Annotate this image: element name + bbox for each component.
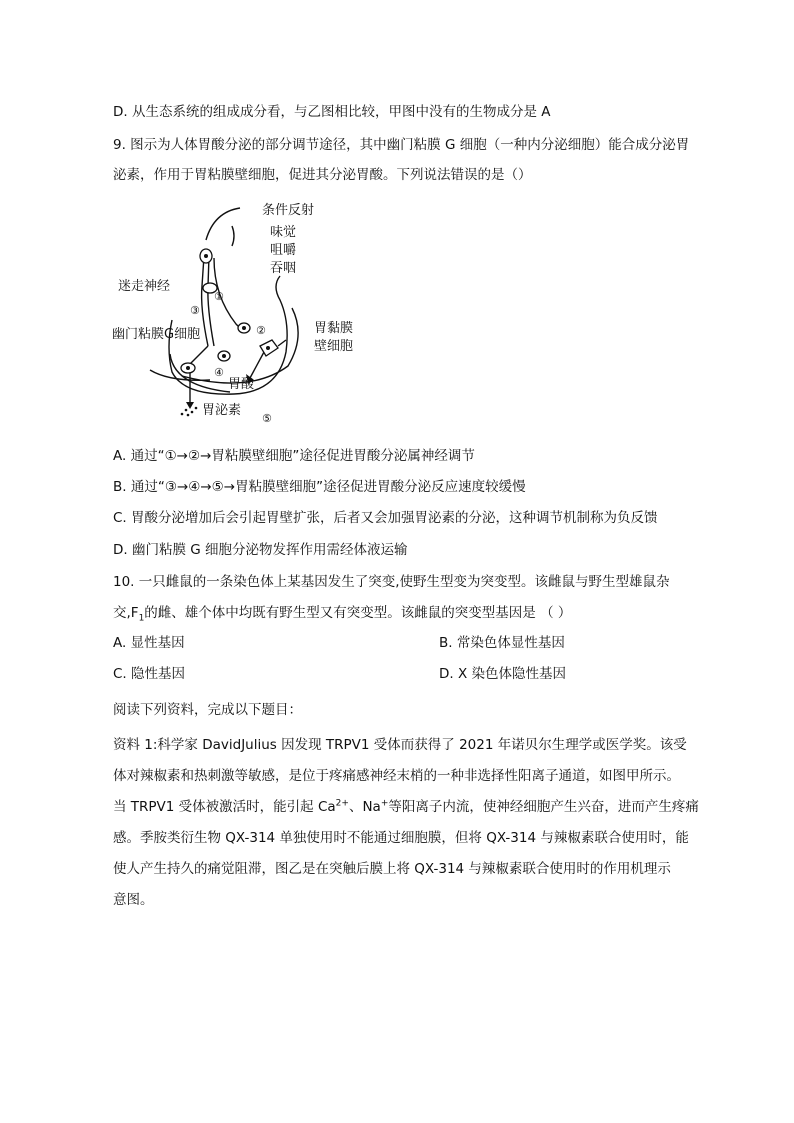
reading-para-line1: 资料 1:科学家 DavidJulius 因发现 TRPV1 受体而获得了 2021 年诺贝尔生理学或医学奖。该受 — [113, 737, 687, 753]
reflex-arc-mark — [232, 226, 234, 246]
marker-3: ③ — [190, 304, 200, 317]
reading-intro: 阅读下列资料，完成以下题目： — [113, 702, 302, 718]
vagus-trunk-left — [202, 256, 208, 346]
reading-line3-b: 、Na — [348, 799, 381, 815]
q10-option-a: A. 显性基因 — [113, 635, 185, 651]
gastrin-dot — [181, 413, 184, 416]
label-g-cell: 幽门粘膜G细胞 — [112, 327, 201, 342]
gastrin-dot — [187, 414, 190, 417]
q10-subscript: 1 — [138, 613, 145, 624]
g-cell-nucleus — [186, 366, 190, 370]
parietal-nucleus — [266, 346, 270, 350]
gastrin-arrowhead — [186, 402, 194, 409]
q10-stem-line2 — [113, 603, 571, 623]
label-parietal-1: 胃黏膜 — [314, 321, 354, 336]
gastrin-dot — [185, 409, 188, 412]
q8-option-d: D. 从生态系统的组成成分看，与乙图相比较，甲图中没有的生物成分是 A — [113, 104, 551, 120]
label-chew: 咀嚼 — [270, 243, 297, 258]
q9-stem-line2: 泌素，作用于胃粘膜壁细胞，促进其分泌胃酸。下列说法错误的是（） — [113, 167, 532, 183]
diagram-svg — [110, 196, 370, 428]
q9-stem-line1: 9. 图示为人体胃酸分泌的部分调节途径，其中幽门粘膜 G 细胞（一种内分泌细胞）能合成分泌胃 — [113, 137, 690, 153]
neuron-2-nucleus — [242, 326, 246, 330]
q9-option-d: D. 幽门粘膜 G 细胞分泌物发挥作用需经体液运输 — [113, 542, 408, 558]
reading-para-line3 — [113, 797, 699, 817]
q9-option-b: B. 通过“③→④→⑤→胃粘膜壁细胞”途径促进胃酸分泌反应速度较缓慢 — [113, 479, 526, 495]
q10-option-d: D. X 染色体隐性基因 — [439, 666, 567, 682]
label-gastrin: 胃泌素 — [202, 403, 242, 418]
label-parietal-2: 壁细胞 — [314, 339, 354, 354]
q10-option-b: B. 常染色体显性基因 — [439, 635, 565, 651]
q10-option-c: C. 隐性基因 — [113, 666, 186, 682]
reading-line3-a: 当 TRPV1 受体被激活时，能引起 Ca — [113, 799, 336, 815]
q10-stem-line2-b: 的雌、雄个体中均既有野生型又有突变型。该雌鼠的突变型基因是 （ ） — [144, 605, 572, 621]
marker-5: ⑤ — [262, 412, 272, 425]
acid-release-arrow — [250, 352, 264, 378]
marker-4: ④ — [214, 366, 224, 379]
gastrin-dot — [195, 407, 198, 410]
gastrin-dot — [191, 411, 194, 414]
label-swallow: 吞咽 — [270, 261, 297, 276]
reading-para-line6: 意图。 — [113, 892, 154, 908]
reflex-nerve-line — [206, 208, 240, 240]
gastric-acid-regulation-diagram — [110, 196, 370, 428]
central-neuron-nucleus — [204, 254, 208, 258]
marker-1: ① — [214, 290, 224, 303]
parietal-pointer — [278, 340, 286, 346]
na-superscript: + — [380, 798, 389, 809]
label-taste: 味觉 — [270, 225, 297, 240]
marker-2: ② — [256, 324, 266, 337]
reading-para-line2: 体对辣椒素和热刺激等敏感，是位于疼痛感神经末梢的一种非选择性阳离子通道，如图甲所示。 — [113, 768, 680, 784]
label-acid: 胃酸 — [228, 377, 255, 392]
label-vagus: 迷走神经 — [118, 279, 171, 294]
reading-para-line4: 感。季胺类衍生物 QX-314 单独使用时不能通过细胞膜，但将 QX-314 与辣椒素联合使用时，能 — [113, 830, 689, 846]
q9-option-c: C. 胃酸分泌增加后会引起胃壁扩张，后者又会加强胃泌素的分泌，这种调节机制称为负反馈 — [113, 510, 658, 526]
q10-stem-line1: 10. 一只雌鼠的一条染色体上某基因发生了突变,使野生型变为突变型。该雌鼠与野生型雄鼠杂 — [113, 574, 670, 590]
stomach-lower-lip — [150, 370, 210, 380]
q10-stem-line2-a: 交,F — [113, 605, 139, 621]
reading-para-line5: 使人产生持久的痛觉阻滞，图乙是在突触后膜上将 QX-314 与辣椒素联合使用时的作用机理示 — [113, 861, 671, 877]
ca-superscript: 2+ — [335, 798, 349, 809]
circulation-line — [182, 308, 298, 383]
q9-option-a: A. 通过“①→②→胃粘膜壁细胞”途径促进胃酸分泌属神经调节 — [113, 448, 475, 464]
neuron-4-nucleus — [222, 354, 226, 358]
reading-line3-c: 等阳离子内流，使神经细胞产生兴奋，进而产生疼痛 — [388, 799, 699, 815]
label-reflex: 条件反射 — [262, 203, 315, 218]
